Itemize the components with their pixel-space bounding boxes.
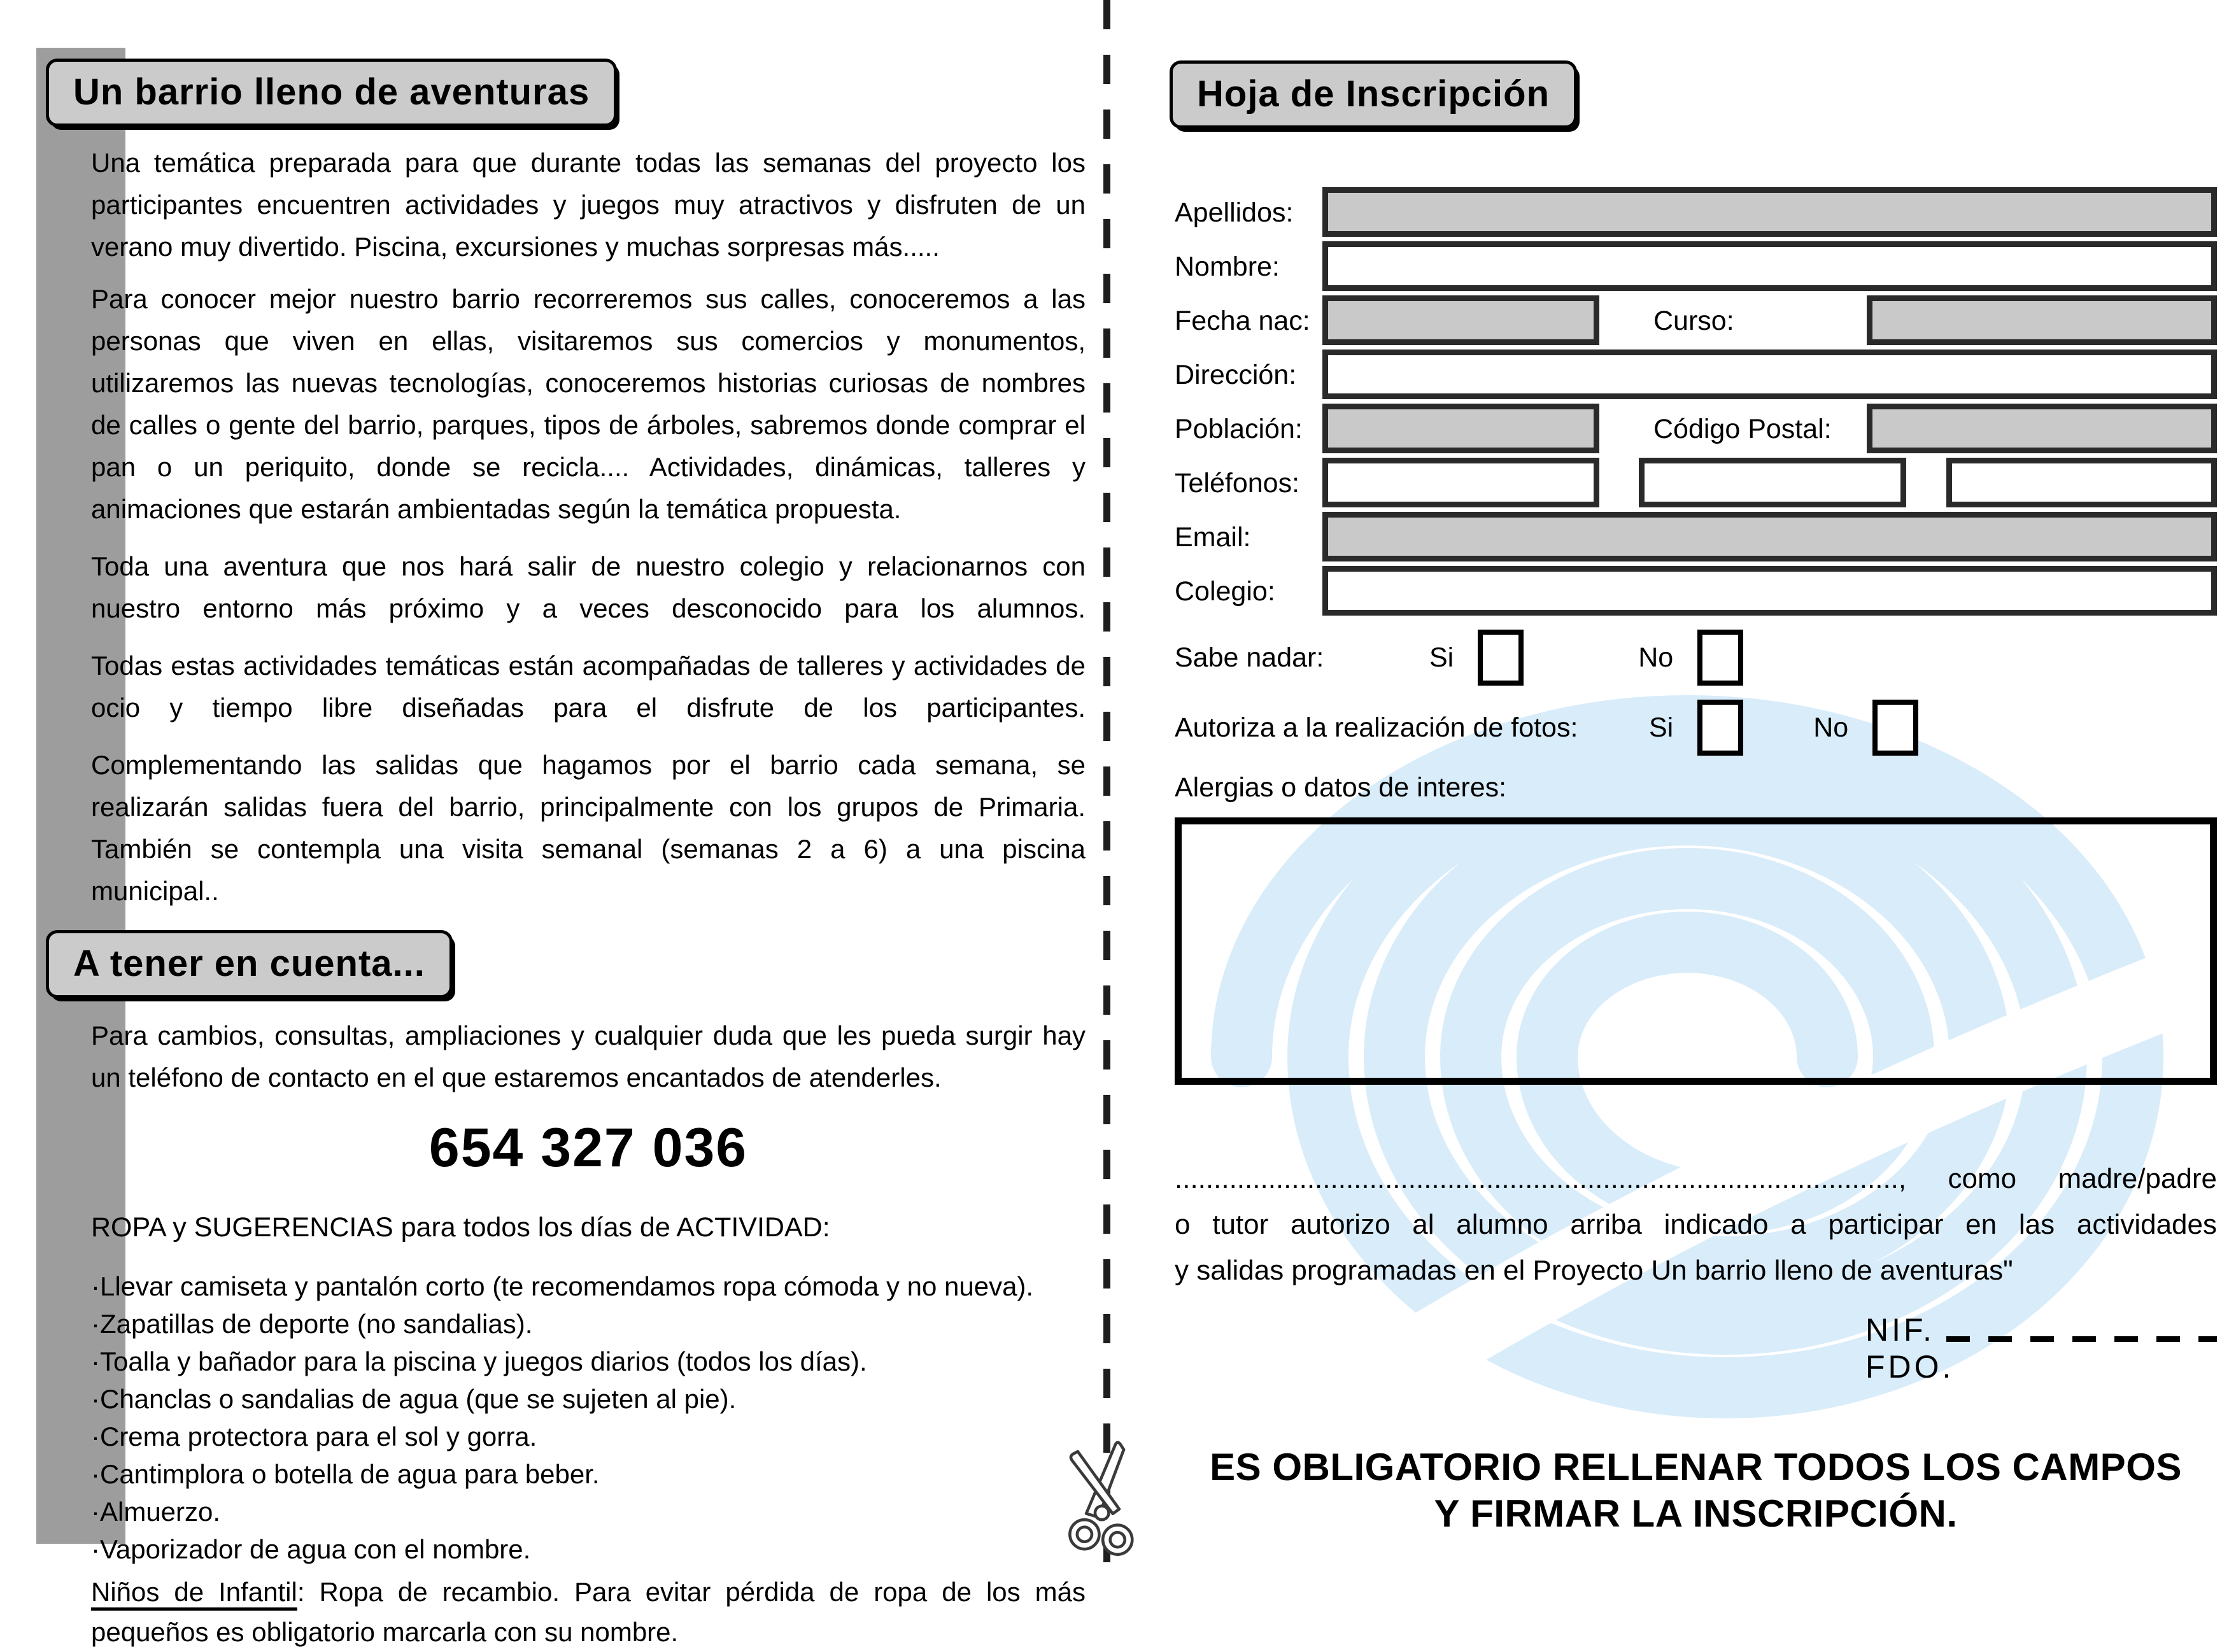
mandatory-notice (1175, 1444, 2217, 1537)
sabe-nadar-no-label: No (1638, 642, 1674, 673)
direccion-label: Dirección: (1175, 360, 1297, 390)
scissors-icon (1042, 1429, 1161, 1576)
codigo-postal-input[interactable] (1867, 404, 2217, 453)
authorization-line-3: y salidas programadas en el Proyecto Un barrio lleno de aventuras" (1175, 1255, 2013, 1286)
colegio-label: Colegio: (1175, 576, 1275, 607)
codigo-postal-label: Código Postal: (1653, 414, 1832, 444)
poblacion-label: Población: (1175, 414, 1303, 444)
sabe-nadar-no-checkbox[interactable] (1697, 630, 1743, 686)
direccion-input[interactable] (1322, 349, 2217, 399)
contact-phone-number: 654 327 036 (428, 1117, 748, 1178)
alergias-input-box[interactable] (1175, 817, 2217, 1085)
section-title-adventures (46, 59, 617, 127)
email-row (1175, 512, 2217, 561)
nif-dashed-line[interactable] (1946, 1336, 2217, 1342)
telefono-input-3[interactable] (1946, 458, 2217, 507)
colegio-row (1175, 566, 2217, 616)
alergias-label: Alergias o datos de interes: (1175, 772, 1507, 803)
telefonos-label: Teléfonos: (1175, 468, 1300, 498)
clothing-item: ·Almuerzo. (91, 1497, 221, 1527)
nombre-row (1175, 241, 2217, 291)
infantil-note-label: Niños de Infantil (91, 1577, 297, 1607)
autoriza-fotos-row (1175, 700, 2217, 756)
section-title-note (46, 930, 453, 998)
authorization-line-1 (1175, 1156, 2217, 1202)
activities-paragraph: Todas estas actividades temáticas están acompañadas de talleres y actividades de ocio y tiempo libre diseñadas para el disfrute de los participantes. (91, 651, 1086, 723)
sabe-nadar-si-label: Si (1429, 642, 1454, 673)
clothing-item: ·Llevar camiseta y pantalón corto (te recomendamos ropa cómoda y no nueva). (91, 1271, 1034, 1301)
neighborhood-paragraph: Para conocer mejor nuestro barrio recorreremos sus calles, conoceremos a las personas que viven en ellas, visitaremos sus comercios y monumentos, utilizaremos las nuevas tecnologías, conoceremos historias curiosas de nombres de calles o gente del barrio, parques, tipos de árboles, sabremos donde comprar el pan o un periquito, donde se recicla.... Actividades, dinámicas, talleres y animaciones que estarán ambientadas según la temática propuesta. (91, 284, 1086, 524)
nombre-input[interactable] (1322, 241, 2217, 291)
infantil-note-text: : Ropa de recambio. Para evitar pérdida de ropa de los más pequeños es obligatorio marcarla con su nombre. (91, 1577, 1086, 1647)
autoriza-si-checkbox[interactable] (1697, 700, 1743, 756)
telefono-input-1[interactable] (1322, 458, 1599, 507)
infantil-note (91, 1572, 1086, 1652)
telefonos-row (1175, 458, 2217, 507)
cut-line (1103, 0, 1110, 1585)
autoriza-si-label: Si (1649, 712, 1674, 743)
apellidos-input[interactable] (1322, 187, 2217, 237)
apellidos-row (1175, 187, 2217, 237)
fdo-label: FDO. (1865, 1349, 1955, 1385)
fdo-row (1865, 1348, 2217, 1385)
clothing-item: ·Crema protectora para el sol y gorra. (91, 1422, 537, 1451)
clothing-item: ·Vaporizador de agua con el nombre. (91, 1534, 531, 1564)
mandatory-notice-line-1: ES OBLIGATORIO RELLENAR TODOS LOS CAMPOS (1210, 1446, 2182, 1488)
sabe-nadar-row (1175, 630, 2217, 686)
adventure-paragraph: Toda una aventura que nos hará salir de nuestro colegio y relacionarnos con nuestro entorno más próximo y a veces desconocido para los alumnos. (91, 551, 1086, 623)
poblacion-input[interactable] (1322, 404, 1599, 453)
colegio-input[interactable] (1322, 566, 2217, 616)
signature-block (1865, 1311, 2217, 1385)
autoriza-no-checkbox[interactable] (1872, 700, 1918, 756)
curso-label: Curso: (1653, 306, 1734, 336)
apellidos-label: Apellidos: (1175, 197, 1294, 228)
authorization-line-1-text: , como madre/padre (1898, 1163, 2217, 1194)
autoriza-no-label: No (1813, 712, 1849, 743)
fecha-nac-input[interactable] (1322, 295, 1599, 345)
inscription-form (1175, 60, 2217, 1537)
sabe-nadar-label: Sabe nadar: (1175, 642, 1324, 673)
nif-label: NIF. (1865, 1312, 1935, 1348)
clothing-heading: ROPA y SUGERENCIAS para todos los días de ACTIVIDAD: (91, 1212, 830, 1243)
clothing-item: ·Toalla y bañador para la piscina y juegos diarios (todos los días). (91, 1346, 867, 1376)
sabe-nadar-si-checkbox[interactable] (1478, 630, 1524, 686)
email-input[interactable] (1322, 512, 2217, 561)
form-title (1170, 60, 1577, 129)
clothing-list (91, 1267, 1086, 1568)
form-title-label: Hoja de Inscripción (1197, 73, 1550, 115)
fecha-curso-row (1175, 295, 2217, 345)
authorization-statement (1175, 1156, 2217, 1294)
mandatory-notice-line-2: Y FIRMAR LA INSCRIPCIÓN. (1434, 1492, 1958, 1535)
clothing-item: ·Chanclas o sandalias de agua (que se sujeten al pie). (91, 1384, 737, 1414)
fecha-nac-label: Fecha nac: (1175, 306, 1310, 336)
curso-input[interactable] (1867, 295, 2217, 345)
telefono-input-2[interactable] (1639, 458, 1906, 507)
contact-paragraph: Para cambios, consultas, ampliaciones y cualquier duda que les pueda surgir hay un teléfono de contacto en el que estaremos encantados de atenderles. (91, 1020, 1086, 1092)
email-label: Email: (1175, 522, 1251, 553)
nif-row (1865, 1311, 2217, 1348)
clothing-item: ·Zapatillas de deporte (no sandalias). (91, 1309, 533, 1339)
poblacion-cp-row (1175, 404, 2217, 453)
autoriza-fotos-label: Autoriza a la realización de fotos: (1175, 712, 1578, 743)
intro-paragraph: Una temática preparada para que durante todas las semanas del proyecto los participantes encuentren actividades y juegos muy atractivos y disfruten de un verano muy divertido. Piscina, excursiones y muchas sorpresas más..... (91, 148, 1086, 262)
nombre-label: Nombre: (1175, 251, 1280, 282)
outings-paragraph: Complementando las salidas que hagamos por el barrio cada semana, se realizarán salidas fuera del barrio, principalmente con los grupos de Primaria. También se contempla una visita semanal (semanas 2 a 6) a una piscina municipal.. (91, 750, 1086, 906)
authorization-line-2: o tutor autorizo al alumno arriba indicado a participar en las actividades (1175, 1209, 2217, 1240)
signature-dotted-line[interactable]: ............................................................................................. (1175, 1163, 1899, 1194)
section-title-adventures-label: Un barrio lleno de aventuras (73, 71, 590, 113)
direccion-row (1175, 349, 2217, 399)
info-panel (73, 59, 1086, 1652)
clothing-item: ·Cantimplora o botella de agua para beber. (91, 1459, 600, 1489)
section-title-note-label: A tener en cuenta... (73, 943, 425, 984)
